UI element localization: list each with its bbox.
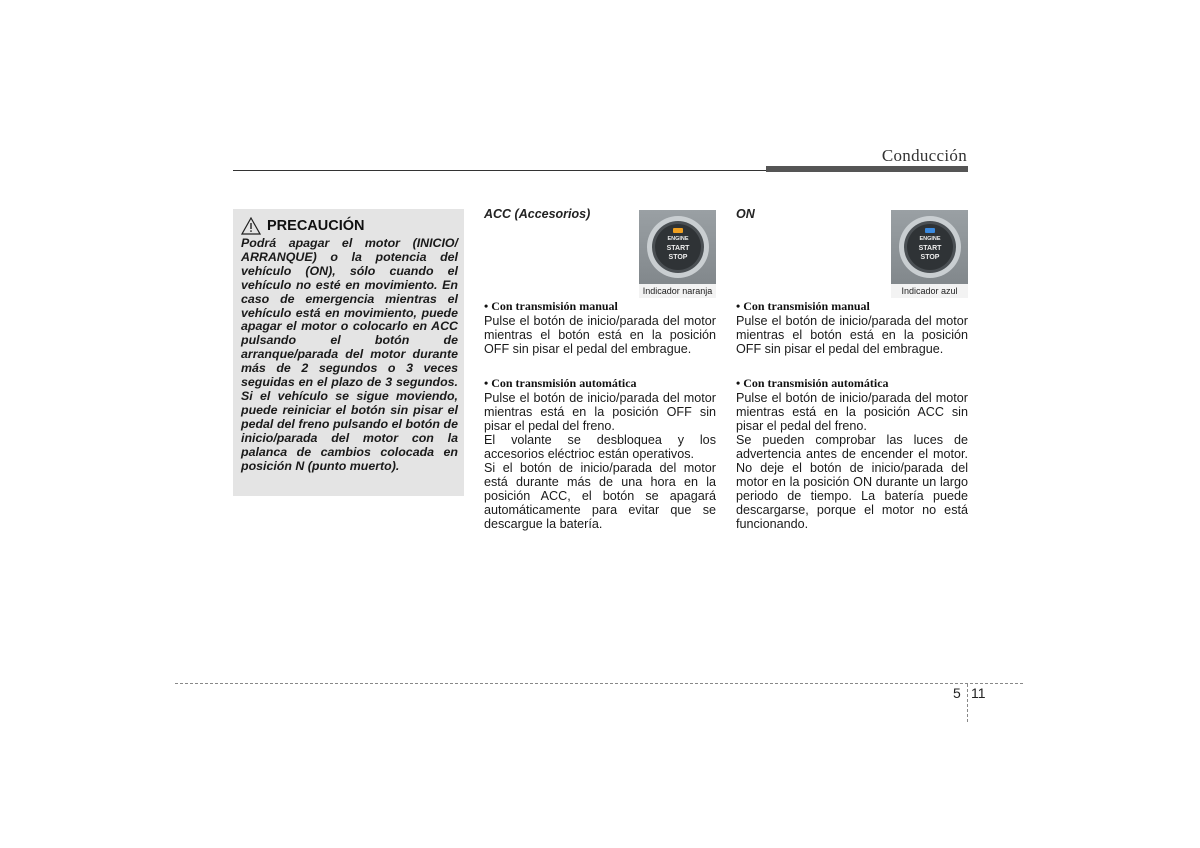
on-auto-text-2: Se pueden comprobar las luces de advertencia antes de encender el motor. No deje el botón de inicio/parada del motor en la posición ON durante un largo periodo de tiempo. La batería puede descargarse, porque el motor no está funcionando. (736, 433, 968, 531)
footer-divider (967, 684, 968, 722)
acc-auto-text-2: El volante se desbloquea y los accesorios eléctrioc están operativos. (484, 433, 716, 461)
acc-button-line-2: START (666, 245, 690, 252)
warning-triangle-icon (241, 217, 261, 235)
caution-text: Podrá apagar el motor (INICIO/ ARRANQUE) o la potencia del vehículo (ON), sólo cuando el vehículo no esté en movimiento. En caso de emergencia mientras el vehículo está en movimiento, puede apagar el motor o colocarlo en ACC pulsando el botón de arranque/parada del motor durante más de 2 segundos o 3 veces seguidas en el plazo de 3 segundos. Si el vehículo se sigue moviendo, puede reiniciar el botón sin pisar el pedal del freno pulsando el botón de inicio/parada del motor con la palanca de cambios colocada en posición N (punto muerto). (241, 236, 458, 473)
on-indicator-light (925, 228, 935, 233)
acc-button-line-3: STOP (668, 254, 688, 261)
acc-auto-label: • Con transmisión automática (484, 376, 637, 390)
section-title: Conducción (881, 146, 967, 165)
page-number: 11 (971, 685, 986, 701)
acc-auto-text-1: Pulse el botón de inicio/parada del motor mientras está en la posición OFF sin pisar el pedal del freno. (484, 391, 716, 433)
on-button-photo (891, 210, 968, 298)
on-manual-text: Pulse el botón de inicio/parada del motor mientras el botón está en la posición OFF sin pisar el pedal del embrague. (736, 314, 968, 356)
on-auto-text-1: Pulse el botón de inicio/parada del motor mientras está en la posición ACC sin pisar el pedal del freno. (736, 391, 968, 433)
footer-rule (175, 683, 1023, 684)
acc-caption: Indicador naranja (639, 284, 716, 298)
engine-start-stop-button-icon (897, 214, 963, 280)
on-button-line-2: START (918, 245, 942, 252)
on-column (736, 207, 968, 531)
header-rule-accent (766, 166, 968, 172)
acc-auto-text-3: Si el botón de inicio/parada del motor está durante más de una hora en la posición ACC, el botón se apagará automáticamente para evitar que se descargue la batería. (484, 461, 716, 531)
acc-manual-text: Pulse el botón de inicio/parada del motor mientras el botón está en la posición OFF sin pisar el pedal del embrague. (484, 314, 716, 356)
on-manual-label: • Con transmisión manual (736, 299, 870, 313)
acc-button-line-1: ENGINE (667, 236, 689, 242)
caution-header (241, 217, 458, 235)
acc-indicator-light (673, 228, 683, 233)
on-button-line-3: STOP (920, 254, 940, 261)
engine-start-stop-button-icon (645, 214, 711, 280)
acc-heading: ACC (Accesorios) (484, 207, 591, 221)
on-caption: Indicador azul (891, 284, 968, 298)
on-heading: ON (736, 207, 755, 221)
chapter-number: 5 (953, 685, 961, 701)
acc-column (484, 207, 716, 531)
on-button-line-1: ENGINE (919, 236, 941, 242)
acc-manual-label: • Con transmisión manual (484, 299, 618, 313)
caution-title: PRECAUCIÓN (267, 218, 365, 234)
caution-box (233, 209, 464, 496)
on-auto-label: • Con transmisión automática (736, 376, 889, 390)
acc-button-photo (639, 210, 716, 298)
